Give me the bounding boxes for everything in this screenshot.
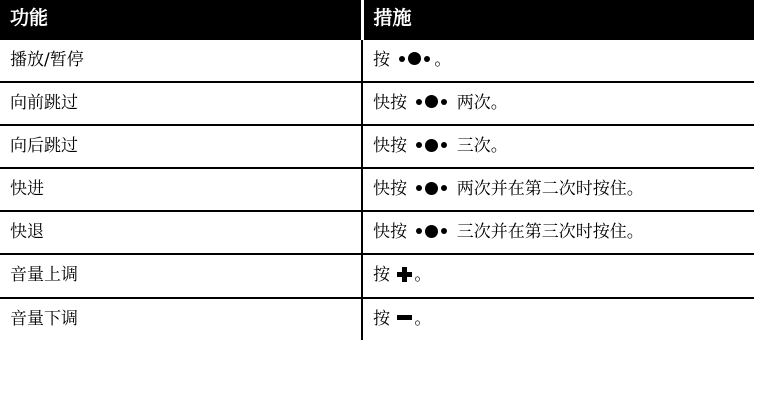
table-row bbox=[0, 211, 754, 254]
action-text-prefix: 快按 bbox=[373, 179, 413, 200]
cell-action bbox=[362, 254, 754, 297]
cell-action bbox=[362, 82, 754, 125]
press-button-icon bbox=[414, 178, 449, 200]
action-text-suffix: 三次并在第三次时按住。 bbox=[451, 222, 644, 243]
column-header-action: 措施 bbox=[362, 0, 754, 40]
cell-action bbox=[362, 168, 754, 211]
cell-feature: 音量上调 bbox=[0, 254, 362, 297]
column-header-feature: 功能 bbox=[0, 0, 362, 40]
cell-action bbox=[362, 125, 754, 168]
press-button-icon bbox=[414, 221, 449, 243]
cell-feature: 向后跳过 bbox=[0, 125, 362, 168]
action-text-prefix: 按 bbox=[373, 308, 396, 329]
action-text-prefix: 快按 bbox=[373, 136, 413, 157]
table-row bbox=[0, 40, 754, 82]
press-button-icon bbox=[414, 135, 449, 157]
press-button-icon bbox=[414, 92, 449, 114]
table-row bbox=[0, 254, 754, 297]
action-text-suffix: 三次。 bbox=[451, 136, 508, 157]
table-row bbox=[0, 168, 754, 211]
cell-feature: 向前跳过 bbox=[0, 82, 362, 125]
cell-action bbox=[362, 211, 754, 254]
table-header-row bbox=[0, 0, 754, 40]
cell-feature: 快退 bbox=[0, 211, 362, 254]
action-text-suffix: 。 bbox=[414, 308, 432, 329]
action-text-suffix: 。 bbox=[414, 265, 432, 286]
action-text-prefix: 按 bbox=[373, 265, 396, 286]
table-header bbox=[0, 0, 754, 40]
action-text-suffix: 两次。 bbox=[451, 92, 508, 113]
action-text-suffix: 。 bbox=[434, 49, 452, 70]
cell-feature: 快进 bbox=[0, 168, 362, 211]
action-text-prefix: 快按 bbox=[373, 92, 413, 113]
cell-action bbox=[362, 298, 754, 340]
action-text-prefix: 按 bbox=[373, 49, 396, 70]
cell-feature: 播放/暂停 bbox=[0, 40, 362, 82]
cell-feature: 音量下调 bbox=[0, 298, 362, 340]
cell-action bbox=[362, 40, 754, 82]
action-text-prefix: 快按 bbox=[373, 222, 413, 243]
table-row bbox=[0, 298, 754, 340]
table-row bbox=[0, 82, 754, 125]
press-button-icon bbox=[397, 49, 432, 71]
minus-button-icon bbox=[397, 310, 412, 325]
table-body bbox=[0, 40, 754, 340]
plus-button-icon bbox=[397, 267, 412, 282]
action-text-suffix: 两次并在第二次时按住。 bbox=[451, 179, 644, 200]
table-row bbox=[0, 125, 754, 168]
